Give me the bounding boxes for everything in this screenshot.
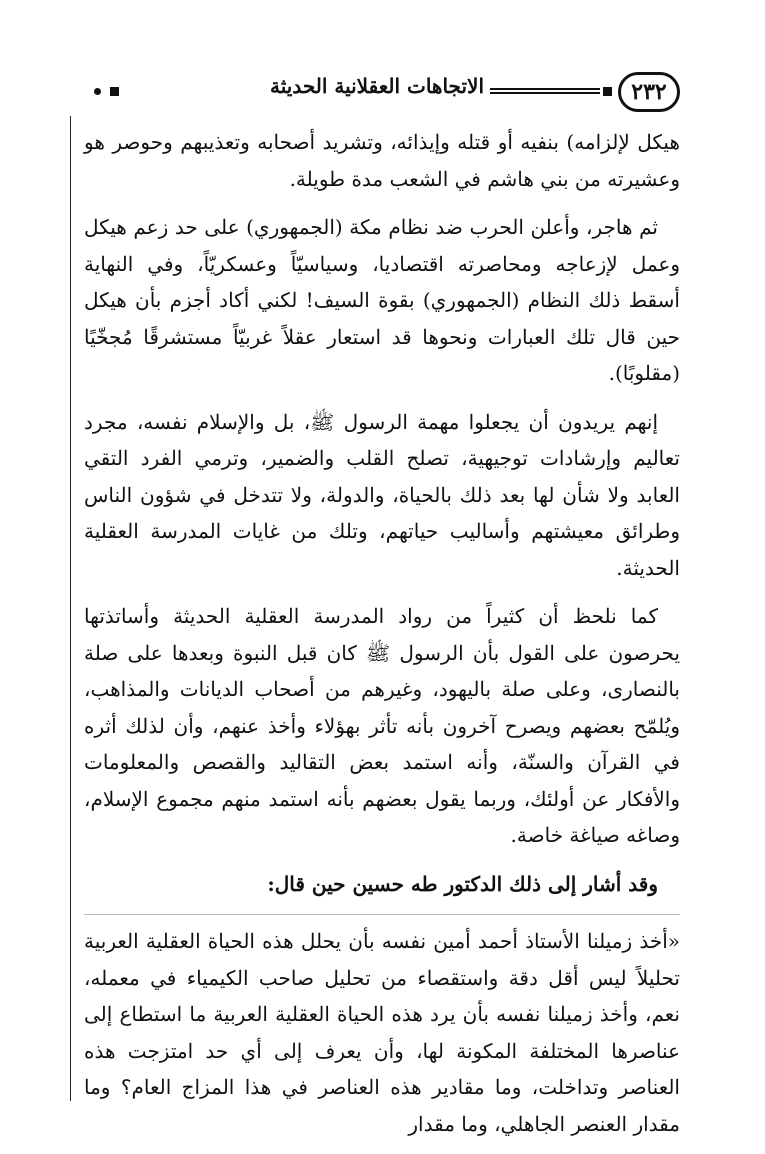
quote-separator: [84, 914, 680, 915]
running-header: [84, 72, 680, 116]
paragraph: هيكل لإلزامه) بنفيه أو قتله وإيذائه، وتشريد أصحابه وتعذيبهم وحوصر هو وعشيرته من بني هاشم في الشعب مدة طويلة.: [84, 130, 680, 191]
page-number: ٢٣٢: [618, 72, 680, 112]
header-double-rule: [490, 88, 600, 94]
running-title: الاتجاهات العقلانية الحديثة: [270, 74, 484, 98]
paragraph: إنهم يريدون أن يجعلوا مهمة الرسول ﷺ، بل والإسلام نفسه، مجرد تعاليم وإرشادات توجيهية، تصلح القلب والضمير، وترمي الفرد التقي العابد ولا شأن لها بعد ذلك بالحياة، والدولة، ولا تتدخل في شؤون الناس وطرائق معيشتهم وأساليب حياتهم، وتلك من غايات المدرسة العقلية الحديثة.: [84, 409, 680, 580]
header-ornament-square: [110, 87, 119, 96]
margin-rule: [70, 116, 71, 1101]
paragraph: ثم هاجر، وأعلن الحرب ضد نظام مكة (الجمهوري) على حد زعم هيكل وعمل لإزعاجه ومحاصرته اقتصاديا، وسياسيّاً وعسكريّاً، وفي النهاية أسقط ذلك النظام (الجمهوري) بقوة السيف! لكني أكاد أجزم بأن هيكل حين قال تلك العبارات ونحوها قد استعار عقلاً غربيّاً مستشرقًا مُجخّيًا (مقلوبًا).: [84, 215, 680, 385]
quote-intro: وقد أشار إلى ذلك الدكتور طه حسين حين قال:: [267, 871, 658, 896]
header-ornament-dot: [94, 88, 101, 95]
quotation: «أخذ زميلنا الأستاذ أحمد أمين نفسه بأن يحلل هذه الحياة العقلية العربية تحليلاً ليس أقل دقة واستقصاء من تحليل صاحب الكيمياء في معمله، نعم، وأخذ زميلنا نفسه بأن يرد هذه الحياة العقلية العربية ما استطاع إلى عناصرها المختلفة المكونة لها، وأن يعرف إلى أي حد امتزجت هذه العناصر وتداخلت، وما مقادير هذه العناصر في هذا المزاج العام؟ وما مقدار العنصر الجاهلي، وما مقدار: [84, 929, 680, 1136]
page-body: [84, 124, 680, 1154]
paragraph: كما نلحظ أن كثيراً من رواد المدرسة العقلية الحديثة وأساتذتها يحرصون على القول بأن الرسول ﷺ كان قبل النبوة وبعدها على صلة بالنصارى، وعلى صلة باليهود، وغيرهم من أصحاب الديانات والمذاهب، ويُلمّح بعضهم ويصرح آخرون بأنه تأثر بهؤلاء وأخذ عنهم، وأن لذلك أثره في القرآن والسنّة، وأنه استمد بعض التقاليد والقصص والمعلومات والأفكار عن أولئك، وربما يقول بعضهم بأنه استمد منهم مجموع الإسلام، وصاغه صياغة خاصة.: [84, 604, 680, 847]
header-ornament-square: [603, 87, 612, 96]
